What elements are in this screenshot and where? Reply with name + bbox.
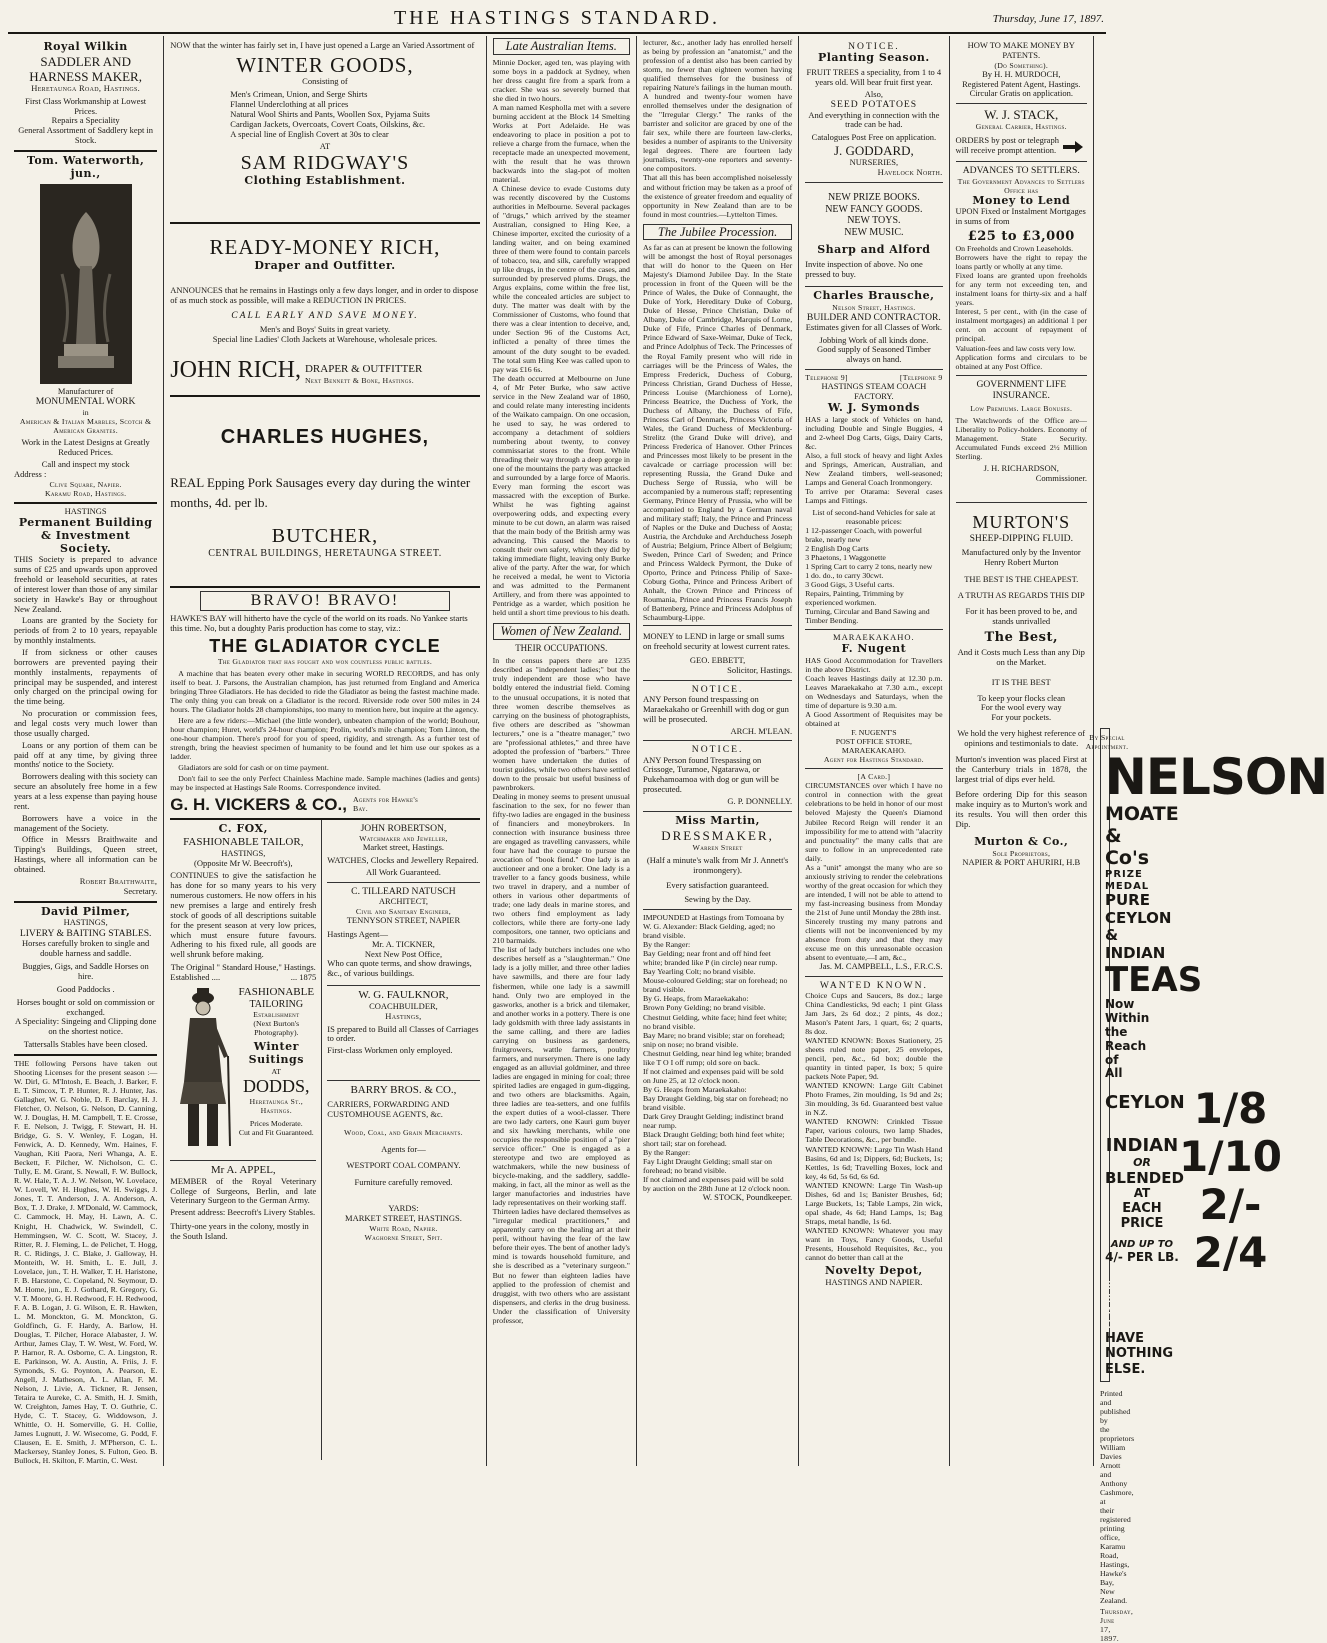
ad-bravo-cycle: THE GLADIATOR CYCLE xyxy=(209,636,441,657)
ad-brausche-name: Charles Brausche, xyxy=(813,288,935,302)
ad-wilkin-trade: SADDLER AND HARNESS MAKER, xyxy=(29,53,142,84)
ad-ebbett-p: MONEY to LEND in large or small sums on freehold security at lowest current rates. xyxy=(642,631,791,652)
ad-wilkin xyxy=(14,38,157,152)
ad-society-p2: Loans are granted by the Society for periods of from 2 to 10 years, repayable by monthly instalments. xyxy=(14,615,158,646)
notice-donnelly-p: ANY Person found Trespassing on Crissoge, Turamoe, Ngatarawa, or Pukehamoamoa with dog or gun will be prosecuted. xyxy=(642,754,779,795)
ad-advances-sum: £25 to £3,000 xyxy=(967,229,1075,245)
ad-life-insurance xyxy=(956,376,1087,503)
ad-patent-circ: Circular Gratis on application. xyxy=(969,88,1073,99)
ad-appel-years: Thirty-one years in the colony, mostly in the South Island. xyxy=(170,1221,309,1241)
ad-barry-name: BARRY BROS. & CO., xyxy=(350,1084,457,1097)
ad-sharp-p: Invite inspection of above. No one pressed to buy. xyxy=(805,259,923,279)
ad-appel-p: MEMBER of the Royal Veterinary College of Surgeons, Berlin, and late Veterinary Surgeon to the German Army. xyxy=(170,1175,317,1206)
notice-campbell-card-sig: Jas. M. CAMPBELL, L.S., F.R.C.S. xyxy=(819,961,943,971)
ad-barry-p: CARRIERS, FORWARDING AND CUSTOMHOUSE AGENTS, &c. xyxy=(327,1098,450,1119)
ad-waterworth-caption1: Manufacturer of xyxy=(57,385,114,396)
ad-barry-yards: YARDS: xyxy=(388,1203,419,1214)
ad-murton-hold: We hold the very highest reference of opinions and testimonials to date. xyxy=(957,728,1086,749)
ad-advances-p1: UPON Fixed or Instalment Mortgages in sums of from xyxy=(955,206,1086,227)
ad-waterworth-caption4: American & Italian Marbles, Scotch & American Granites. xyxy=(19,416,152,435)
ad-natusch-t1: ARCHITECT, xyxy=(378,896,429,907)
ad-society-p5: Loans or any portion of them can be paid off at any time, by giving three months' notice to the Society. xyxy=(14,739,158,770)
ad-hughes-trade: BUTCHER, xyxy=(271,525,379,548)
ad-society-pre: HASTINGS xyxy=(64,506,107,517)
ad-rich-l1: Men's and Boys' Suits in great variety. xyxy=(259,324,391,335)
ad-barry-l1: Wood, Coal, and Grain Merchants. xyxy=(343,1127,463,1137)
ad-martin-p: (Half a minute's walk from Mr J. Annett's ironmongery). xyxy=(646,854,789,875)
ad-winter-sub: Consisting of xyxy=(302,76,348,87)
ad-dodds-f9: Heretaunga St., Hastings. xyxy=(249,1096,304,1115)
ad-brausche-trade: BUILDER AND CONTRACTOR. xyxy=(806,311,941,323)
ad-dodds-f6: Suitings xyxy=(248,1053,304,1067)
notice-donnelly-head: NOTICE. xyxy=(691,744,744,756)
ad-faulknor-trade: COACHBUILDER, xyxy=(369,1000,438,1011)
ad-nelson-perlb: 4/- PER LB. xyxy=(1105,1249,1179,1264)
ad-pilmer-l2: Buggies, Gigs, and Saddle Horses on hire. xyxy=(22,961,149,981)
article-women-subheading: THEIR OCCUPATIONS. xyxy=(515,642,608,653)
ad-nelson-appoint-text: By Special Appointment. xyxy=(1085,733,1129,752)
ad-waterworth-caption2: MONUMENTAL WORK xyxy=(35,396,136,408)
ad-dodds-f2: TAILORING xyxy=(249,998,304,1010)
ad-goddard-nurs: NURSERIES, xyxy=(849,157,899,168)
ad-goddard xyxy=(805,38,942,183)
ad-murdoch-patents xyxy=(956,38,1087,104)
ad-murton-cost: And it Costs much Less than any Dip on the Market. xyxy=(957,647,1085,667)
shooting-licenses-text: THE following Persons have taken out Shooting Licenses for the present season :—W. Dirl, G. M'Intosh, E. Beach, J. Barker, F. E. T. Simcox, T. P. Hunter, R. J. Hunter, Jas. Gallagher, W. G. Noble, D. F. Barclay, H. J. Fletcher, O. Nelson, G. Nelson, D. Canning, W. J. Douglas, H. M. Campbell, T. E. Crosse, F. E. Nelson, J. Twigg, F. Stewart, H. H. Bridge, G. S. V. Wenley, F. Logan, H. Fenwick, A. D. Kennedy, Wm. Haines, F. Vaughan, Kiti Paora, Neri Whanga, A. E. Beckett, F. Pilcher, W. Nicholson, C. C. Tully, E. M. Grant, S. Newall, F. W. Bullock, R. W. Hale, T. A. J. W. Nelson, W. Lovelace, W. Lovell, W. H. Hughes, W. H. Swiggs, J. Jones, T. T. Anderson, J. A. Anderson, A. Box, T. J. Drake, J. M'Donald, W. Cammock, C. Cammock, H. May, H. Lawn, A. C. Knight, H. Chadwick, W. Swindell, C. Hemmingsen, W. C. Scott, W. Stacey, J. Ritter, R. J. Fleming, L. de Pelichet, T. Hogg, R. C. Ridings, J. C. Blake, J. Galloway, H. Monteith, W. H. Smith, L. E. Jull, J. Lovelace, jun., T. H. Walker, T. H. Haristone, F. B. Harstone, C. Copeland, N. Seymour, D. M. Home, jun., E. J. Gothard, R. Gregory, G. V. T. Moore, G. H. Redwood, F. H. Redwood, F. A. B. Logan, J. G. Wilson, E. R. Hawken, L. M. Monckton, G. M. Monckton, G. Goldfinch, G. F. Hardy, A. Barlow, H. Douglas, T. Pilcher, Horace Alabaster, J. W. Arthur, James Clay, T. W. West, W. Ford, W. P. Harnor, R. A. Osborne, C. A. Lingston, R. E. Parkinson, W. A. Austin, A. Friis, J. F. Symonds, S. G. Poynton, A. Pearson, E. Angell, J. Matheson, A. L. Allan, F. M. Nelson, J. Livie, A. Tickner, R. Jensen, Tetaira te Aureke, C. A. Smith, H. J. Smith, W. Creighton, James Hay, T. O. Guthrie, C. Hyde, C. T. Stacey, G. Widdowson, J. Whittle, O. H. Somerville, G. H. Collie, James Lugnutt, J. W. Wisecome, G. Podd, F. Clausen, E. E. Smith, J. M'Pherson, C. L. Mackersey, Stanley Jones, S. Fulton, Geo. B. Bullock, H. Skilton, F. Martin, C. West. xyxy=(14,1058,158,1466)
masthead xyxy=(8,4,1106,34)
ad-pilmer-town: HASTINGS, xyxy=(63,917,108,928)
ad-murton-p: SHEEP-DIPPING FLUID. xyxy=(969,532,1073,544)
ad-appel-name: Mr A. APPEL, xyxy=(210,1163,276,1176)
ad-fox-trade: FASHIONABLE TAILOR, xyxy=(183,835,304,848)
ad-brausche-p3: Good supply of Seasoned Timber always on hand. xyxy=(816,344,931,365)
ad-ebbett xyxy=(643,629,792,680)
issue-date: Thursday, June 17, 1897. xyxy=(992,13,1104,25)
ad-natusch-quote: Who can quote terms, and show drawings, &c., of various buildings. xyxy=(327,958,472,979)
ad-barry-l4: Furniture carefully removed. xyxy=(354,1177,453,1188)
ad-natusch-agent: Hastings Agent— xyxy=(327,928,388,939)
ad-bravo-footer xyxy=(170,795,479,815)
notice-mclean-sig: ARCH. M'LEAN. xyxy=(730,725,793,736)
ad-wilkin-line3: General Assortment of Saddlery kept in Stock. xyxy=(18,125,154,146)
ad-waterworth-caption5: Work in the Latest Designs at Greatly Reduced Prices. xyxy=(21,436,150,457)
ad-waterworth xyxy=(14,152,157,504)
ad-advances-to-settlers xyxy=(956,162,1087,375)
ad-winter-goods xyxy=(170,38,479,224)
ad-fox-tailor xyxy=(170,820,316,1161)
ad-nelson-indian: INDIAN xyxy=(1105,1135,1179,1157)
ad-pilmer-l4: Horses bought or sold on commission or exchanged. xyxy=(16,996,155,1017)
hand-pointer-icon xyxy=(1061,131,1087,157)
ad-life-p: The Watchwords of the Office are—Liberality to Policy-holders. Economy of Management. State Security. Accumulated Funds exceed 2½ Million Sterling. xyxy=(955,415,1087,462)
newspaper-title: THE HASTINGS STANDARD. xyxy=(393,7,721,29)
ad-wilkin-name: Royal Wilkin xyxy=(43,40,128,53)
ad-martin-trade: DRESSMAKER, xyxy=(661,827,774,843)
ad-natusch-t2: Civil and Sanitary Engineer, xyxy=(355,906,451,916)
ad-martin-name: Miss Martin, xyxy=(675,813,760,827)
ad-rich-p: ANNOUNCES that he remains in Hastings only a few days longer, and in order to dispose of as much stock as possible, will make a REDUCTION IN PRICES. xyxy=(170,285,479,306)
article-jubilee-body: As far as can at present be known the following will be amongst the host of Royal personages that will do honor to the Queen on Her Majesty's Diamond Jubilee Day. In the State procession in front of the Queen will be the Prince of Wales, the Duke of Connaught, the Duke of York, Hereditary Duke of Coburg, Duke of Hesse, Prince Christian, Duke of Albany, Duke of Cambridge, Marquis of Lorne, Duke of Fife, Prince Charles of Denmark, Prince Edward of Saxe-Weimar, Duke of Teck, and Prince Adolphus of Teck. The Princesses of the Royal Family present who will ride in carriages will be the Princess of Wales, the Empress Frederick, Duchess of Coburg, Princess Christian, Grand Duchess of Hesse, Princess Louise (Marchioness of Lorne), Princess Beatrice, the Duchess of York, the Duchess of Albany, the Duchess of Fife, Princess Carl of Denmark, Princess Victoria of Wales, the Grand Duchess of Mecklenburg-Strelitz (the Grand Duke will drive), and Princess Frederica of Hanover. Other Princes and Princesses most likely to be present in the cavalcade or carriage procession will be: representing Russia, the Grand Duke and Duchess Serge of Russia, who will be accompanied by a numerous staff; representing Germany, Prince Henry of Prussia, who will be accompanied to England by a German naval and military staff; Italy, the Prince and Princess of Naples or the Duke and Duchess of Aosta; Austria, the Archduke and Archduchess Joseph of Austria; Belgium, Prince Albert of Belgium; Sweden, Prince Carl of Sweden; and Prince and Princess Waldeck Pyrmont, the Duke of Oporto, Prince and Princess Philip of Saxe-Coburg Gotha, Prince and Princess Aribert of Anhalt, the Crown Prince and Princess of Roumania, Prince and Princess Francis Joseph of Battenberg, Prince and Princess Adolphus of Schaumburg-Lippe. xyxy=(642,243,793,623)
ad-building-society xyxy=(14,504,157,902)
ad-life-sub: Low Premiums. Large Bonuses. xyxy=(970,403,1073,413)
ad-robertson-all: All Work Guaranteed. xyxy=(365,867,441,878)
ad-dodds-text xyxy=(236,986,316,1156)
ad-hughes-addr: CENTRAL BUILDINGS, HERETAUNGA STREET. xyxy=(208,548,442,560)
ad-stack-name: W. J. STACK, xyxy=(984,107,1059,123)
ad-pilmer-trade: LIVERY & BAITING STABLES. xyxy=(19,928,152,940)
ad-stack-body xyxy=(956,131,1087,157)
ad-symonds-list-head: List of second-hand Vehicles for sale at reasonable prices: xyxy=(812,507,936,526)
column-3 xyxy=(487,36,637,1466)
notice-impounded xyxy=(643,910,792,1207)
ad-nelson-each: EACH PRICE xyxy=(1120,1201,1164,1232)
ad-fox-p: CONTINUES to give the satisfaction he has done for so many years to his very numerous customers. He now offers in his new premises a large and entirely fresh stock of goods of all descriptions suitable for the present season at very low prices, which must ensure future favours. Adhering to his fixed rule, all goods are well shrunk before making. xyxy=(170,870,317,960)
notice-donnelly xyxy=(643,741,792,811)
ad-symonds xyxy=(805,370,942,630)
ad-nelson-blended: BLENDED xyxy=(1104,1168,1184,1187)
notice-mclean xyxy=(643,681,792,742)
ad-symonds-tel-right: [Telephone 9 xyxy=(899,373,943,383)
ad-fox-est xyxy=(170,973,316,983)
ad-novelty-wanted: Choice Cups and Saucers, 8s doz.; large China Candlesticks, 9d each; 1 pint Glass Jam Jars, 2s 6d doz.; 2 pints, 4s doz.; Mason's Patent Jars, 1 quart, 6s; 2 quarts, 8s doz. WANTED KNOWN: Boxes Stationery, 25 sheets ruled note paper, 25 envelopes, pencil, pen, &c., 6d box; double the quantity in tinted paper, 1s box; 5 quire packets Note Paper, 9d. WANTED KNOWN: Large Gilt Cabinet Photo Frames, 2in moulding, 1s 9d and 2s; 3in moulding, 3s 6d. Guaranteed best value in N.Z. WANTED KNOWN: Crinkled Tissue Paper, various colours, two lamp Shades, Table Decorations, &c., per bundle. WANTED KNOWN: Large Tin Wash Hand Basins, 6d and 1s; Dippers, 6d; Buckets, 1s; Kettles, 1s 6d; Travelling Boxes, lock and key, 4s 6d, 5s 6d, 6s 6d. WANTED KNOWN: Large Tin Wash-up Dishes, 6d and 1s; Banister Brushes, 6d; Large Buckets, 1s; Table Lamps, 2in wick, opal shade, 4s 6d; Hand Lamps, 1s; Bag Straps, metal handle, 1s 6d. WANTED KNOWN: Whatever you may want in Toys, Fancy Goods, Useful Presents, Household Requisites, &c., you cannot do better than call at the xyxy=(805,990,943,1262)
ad-natusch xyxy=(327,883,479,986)
ad-waterworth-caption9: Karamu Road, Hastings. xyxy=(44,489,127,499)
ad-pilmer-l6: Tattersalls Stables have been closed. xyxy=(23,1039,148,1050)
col2-lower-left xyxy=(170,820,322,1460)
ad-nelson-price4: 2/4 xyxy=(1193,1228,1268,1278)
notice-donnelly-sig: G. P. DONNELLY. xyxy=(727,796,793,806)
ad-nelson-price1: 1/8 xyxy=(1193,1084,1268,1134)
ad-rich-name-sub: DRAPER & OUTFITTER xyxy=(304,362,423,375)
ad-society-p6: Borrowers dealing with this society can secure an absolutely free home in a few years at a less expense than paying house rent. xyxy=(14,771,158,811)
ad-natusch-t3: TENNYSON STREET, NAPIER xyxy=(346,914,461,925)
ad-stack-sub: General Carrier, Hastings. xyxy=(975,122,1067,132)
ad-murton-order: Before ordering Dip for this season make inquiry as to Murton's work and its results. You will then order this Dip. xyxy=(955,789,1087,830)
notice-campbell-card-label: [A Card.] xyxy=(857,772,891,782)
ad-goddard-seed: SEED POTATOES xyxy=(830,99,918,111)
ad-murton-best: THE BEST IS THE CHEAPEST. xyxy=(964,574,1079,585)
ad-waterworth-name: Tom. Waterworth, jun., xyxy=(26,154,145,180)
ad-advances-p2: On Freeholds and Crown Leaseholds. Borrowers have the right to repay the loans partly or wholly at any time. Fixed loans are granted upon freeholds for any term not exceeding ten, and instalment loans for thirty-six and a half years. Interest, 5 per cent., with (in the case of instalment mortgages) an additional 1 per cent. on account of repayment of principal. Valuation-fees and law costs very low. Application forms and circulars to be obtained at any Post Office. xyxy=(955,244,1087,371)
column-5 xyxy=(799,36,949,1466)
article-women-body: In the census papers there are 1235 described as "independent ladies;" but the truly independent are those who have boldly entered the industrial field. Coming to the unusual occupations, it is noted that three women describe themselves as carrying on the business of photographists, five others are described as "showman lecturers," one is a "theatre manager," two are "professional athletes," and three have adopted the profession of "barbers." Three women have undertaken the duties of tourist guides, while two others have settled down to the prosaic but useful business of pawnbrokers. Dealing in money seems to present unusual fascination to the sex, for no fewer than fifty-two ladies are engaged in the business of financiers and moneybrokers. In connection with insurance business three are engaged as travelling canvassers, while four have had the courage to pursue the avocation of "book fiend." One lady is an auctioneer and one a broker. One lady is a traveller to a fancy goods business, while two travel in drapery, and a number of others in various other departments of trade; one lady deals in marine stores, and two others find employment as lady collectors, while there are forty-one lady compositors, one tanner, two opticians and 210 barmaids. The list of lady butchers includes one who describes herself as a "slaughterman." One lady is a jolly miller, and three other ladies have sawmills, and there are four lady fishermen, while one lady is a sawmill hand. Only two are employed in the gasworks, another is a brick and tilemaker, and another works in a pottery. There is one lady goldsmith with three lady assistants in the same calling, and there are ladies carrying on business as gardeners, fruitgrowers, wattle farmers, poultry farmers, and nurserymen. There is one lady engaged as an alluvial goldminer, and three ladies are engaged in mining for coal; three spirited ladies are engaged in gum-digging, and two others are blacksmiths. Again, three ladies are tea-setters, and one fulfils the expert duties of a wool-classer. There are two lady carters, one Kauri gum buyer and six hawking merchants, while one occupies the responsible position of a "pier service officer." One is engaged as a stereotype and two are employed as watchmakers, while the new business of bicycle-making, and the saddlery, saddle-making, in fact, all the minor as well as the larger manufactories and industries have lady representatives on their working staff. Thirteen ladies have declared themselves as "irregular medical practitioners," and apparently carry on the healing art at their peril, without having the fear of the law before their eyes. The bent of another lady's mind is towards household furniture, and she is described as a "veterinary surgeon." But no fewer than eighteen ladies have applied to the profession of chemist and druggist, with two others who are assistant dispensers, and clerks in the drug business. Under the classification of University professor, xyxy=(492,656,630,1325)
ad-goddard-also: Also, xyxy=(864,88,883,99)
ad-goddard-seed-p: And everything in connection with the trade can be had. xyxy=(808,109,940,130)
ad-goddard-hav: Havelock North. xyxy=(877,167,943,178)
ad-gladiator-cycle xyxy=(170,588,479,820)
ad-dodds xyxy=(170,986,316,1156)
ad-rich-name: JOHN RICH, xyxy=(170,356,301,383)
ad-barry-y3: Waghorne Street, Spit. xyxy=(364,1233,443,1242)
ad-goddard-planting: Planting Season. xyxy=(817,51,930,65)
notice-mclean-p: ANY Person found trespassing on Maraekakaho or Greenhill with dog or gun will be prosecuted. xyxy=(642,694,789,724)
ad-murton-truth: A TRUTH AS REGARDS THIS DIP xyxy=(957,590,1085,601)
ad-natusch-agent-loc: Next New Post Office, xyxy=(364,948,443,959)
ad-stack-p: ORDERS by post or telegraph will receive prompt attention. xyxy=(955,134,1059,155)
ad-murton-m: Manufactured only by the Inventor Henry Robert Murton xyxy=(961,546,1081,567)
ad-society-name: Permanent Building & Investment Society. xyxy=(18,516,153,555)
ad-dodds-f1: FASHIONABLE xyxy=(238,985,315,998)
ad-symonds-list: 1 12-passenger Coach, with powerful brake, nearly new 2 English Dog Carts 3 Phaetons, 1 Waggonette 1 Spring Cart to carry 2 tons, nearly new 1 do. do., to carry 30cwt. 3 Good Gigs, 3 Useful carts. Repairs, Painting, Trimming by experienced workmen. Turning, Circular and Band Sawing and Timber Bending. xyxy=(805,526,933,626)
ad-barry-bros xyxy=(327,1081,479,1246)
ad-patent-head: HOW TO MAKE MONEY BY PATENTS. xyxy=(967,40,1075,60)
ad-brausche-addr: Nelson Street, Hastings. xyxy=(832,302,916,312)
ad-society-p1: THIS Society is prepared to advance sums of £25 and upwards upon approved freehold or leasehold securities, at rates of interest lower than those of any similar society in Hawke's Bay or throughout New Zealand. xyxy=(14,554,158,614)
ad-ebbett-sig2: Solicitor, Hastings. xyxy=(727,665,793,676)
ad-bravo-p4: Don't fail to see the only Perfect Chainless Machine made. Sample machines (ladies and gents) may be inspected at Hastings Sale Rooms. Correspondence invited. xyxy=(170,774,480,793)
ad-life-sig2: Commissioner. xyxy=(1035,472,1087,483)
ad-novelty-depot xyxy=(805,977,942,1292)
ad-martin-sat: Every satisfaction guaranteed. xyxy=(666,880,769,891)
ad-murton-proved: For it has been proved to be, and stands unrivalled xyxy=(965,606,1077,627)
ad-ebbett-sig1: GEO. EBBETT, xyxy=(689,655,746,666)
ad-natusch-name: C. TILLEARD NATUSCH xyxy=(351,885,456,897)
ad-bravo-p1: A machine that has beaten every other make in securing WORLD RECORDS, and has only itself to beat. J. Parsons, the Australian champion, has just returned from England and America bringing Three Gladiators. He has decided to ride the Gladiator as being the fastest machine made. The only thing you can break on a Gladiator is the record. Riverside rode over 500 miles in 24 hours. The Gladiator holds 28 championships, too many to mention here, but inquire at the agency. xyxy=(170,669,480,715)
ad-fox-town: HASTINGS, xyxy=(221,847,266,858)
ad-murton-keep: To keep your flocks clean For the wool every way For your pockets. xyxy=(977,692,1066,723)
ad-nelson-right xyxy=(1179,1085,1282,1277)
column-7: By Special Appointment. NELSON MOATE & Co's PRIZE MEDAL PURE CEYLON & INDIAN TEAS Now Within the Reach of All CEYLON INDIAN OR BLENDED AT EACH PRICE AND UP TO 4/- PER LB. 1/8 1/10 2/- 2/4 SOLD BY ALL GROCERS. HAVE NOTHING ELSE. Printed and published by the proprietors William Davies Arnott and Anthony Cashmore, at their registered printing office, Karamu Road, Hastings, Hawke's Bay, New Zealand. Thursday, June 17, 1897. xyxy=(1094,36,1106,1466)
ad-brausche-p2: Jobbing Work of all kinds done. xyxy=(819,334,929,345)
ad-goddard-notice: NOTICE. xyxy=(848,41,900,52)
ad-nugent-place: MARAEKAKAHO. xyxy=(833,632,915,643)
column-4 xyxy=(637,36,799,1466)
ad-waterworth-caption3: in xyxy=(82,407,89,417)
ad-pilmer-l1: Horses carefully broken to single and double harness and saddle. xyxy=(22,938,150,959)
ad-winter-items: Men's Crimean, Union, and Serge Shirts Flannel Underclothing at all prices Natural Wool Shirts and Pants, Woollen Sox, Pyjama Suits Cardigan Jackets, Overcoats, Covert Coats, Oilskins, &c. A special line of English Covert at 30s to clear xyxy=(230,89,430,139)
ad-advances-head: ADVANCES TO SETTLERS. xyxy=(962,165,1080,177)
ad-dodds-f4: (Next Burton's Photography). xyxy=(253,1019,300,1038)
ad-waterworth-caption6: Call and inspect my stock xyxy=(41,459,130,470)
ad-rich-l2: Special line Ladies' Cloth Jackets at Warehouse, wholesale prices. xyxy=(212,333,438,344)
ad-murton xyxy=(956,503,1087,872)
ad-society-sig2: Secretary. xyxy=(123,885,158,896)
ad-pilmer-l3: Good Paddocks . xyxy=(56,983,115,994)
ad-fox-orig: The Original " Standard House," Hastings. xyxy=(170,962,316,973)
ad-life-sig1: J. H. RICHARDSON, xyxy=(983,463,1059,474)
ad-dodds-f7: AT xyxy=(271,1066,282,1076)
ad-society-p7: Borrowers have a voice in the management of the Society. xyxy=(14,812,158,833)
ad-barry-l3: WESTPORT COAL COMPANY. xyxy=(346,1159,461,1170)
notice-mclean-head: NOTICE. xyxy=(691,683,744,695)
ad-appel-addr: Present address: Beecroft's Livery Stables. xyxy=(170,1207,316,1218)
article-women-heading: Women of New Zealand. xyxy=(493,623,630,640)
ad-winter-intro: NOW that the winter has fairly set in, I have just opened a Large an Varied Assortment of xyxy=(170,40,475,50)
article-australian-items-heading: Late Australian Items. xyxy=(493,38,630,55)
ad-fox-est1: Established .... xyxy=(170,972,221,983)
ad-bravo-head: BRAVO! BRAVO! xyxy=(200,591,449,612)
column-2 xyxy=(164,36,486,1466)
ad-symonds-name: W. J. Symonds xyxy=(827,400,920,414)
ad-faulknor xyxy=(327,986,479,1081)
ad-martin-sew: Sewing by the Day. xyxy=(684,894,751,905)
monument-engraving xyxy=(40,184,132,384)
ad-murton-name: MURTON'S xyxy=(972,511,1071,532)
ad-patent-sub: (Do Something). xyxy=(994,60,1049,70)
ad-barry-y1: MARKET STREET, HASTINGS. xyxy=(345,1213,462,1224)
ad-murton-co: Murton & Co., xyxy=(974,834,1069,848)
ad-bravo-p3: Gladiators are sold for cash or on time payment. xyxy=(178,763,329,773)
ad-nelson-price2: 1/10 xyxy=(1178,1132,1282,1182)
ad-fox-name: C. FOX, xyxy=(218,822,268,836)
ad-nugent-agent: Agent for Hastings Standard. xyxy=(823,755,924,765)
ad-goddard-name: J. GODDARD, xyxy=(833,143,914,159)
ad-rich-sub: Draper and Outfitter. xyxy=(254,258,396,272)
notice-campbell-card xyxy=(805,769,942,977)
article-jubilee-heading: The Jubilee Procession. xyxy=(643,224,792,241)
ad-symonds-tel-left: Telephone 9] xyxy=(805,373,848,383)
ad-robertson-p: WATCHES, Clocks and Jewellery Repaired. xyxy=(327,855,479,866)
ad-stack-carrier xyxy=(956,104,1087,162)
ad-ready-money-rich xyxy=(170,224,479,397)
notice-impounded-sig: W. STOCK, Poundkeeper. xyxy=(702,1192,793,1203)
ad-bravo-intro: HAWKE'S BAY will hitherto have the cycle of the world on its roads. No Yankee starts this time. No, but a doughty Paris production has come to stay, viz.: xyxy=(170,613,468,634)
ad-goddard-fruit: FRUIT TREES a speciality, from 1 to 4 years old. Will bear fruit first year. xyxy=(806,66,942,87)
column-1 xyxy=(8,36,164,1466)
ad-bravo-p2: Here are a few riders:—Michael (the little wonder), unbeaten champion of the world; Bouhour, hour champion; Huret, world's 24-hour champion; Prolin, world's mile champion; Tom Linton, the one-hour champion. There's proof for you of speed, rigidity, and strength. As a further test of strength, bring the heaviest specimen of humanity to be found and let him use our spokes as a ladder. xyxy=(170,716,480,762)
notice-shooting-licenses xyxy=(14,1056,157,1471)
ad-murton-inv: Murton's invention was placed First at the Canterbury trials in 1878, the largest trial of dips ever held. xyxy=(955,753,1087,784)
ad-waterworth-caption8: Clive Square, Napier. xyxy=(49,480,122,490)
col2-lower xyxy=(170,820,479,1460)
ad-brausche xyxy=(805,287,942,370)
ad-murton-prop: Sole Proprietors, xyxy=(992,848,1051,858)
ad-novelty-name: Novelty Depot, xyxy=(824,1263,923,1277)
ad-winter-shop: SAM RIDGWAY'S xyxy=(240,152,410,175)
ad-dodds-f11: Cut and Fit Guaranteed. xyxy=(238,1127,314,1137)
ad-society-sig1: Robert Braithwaite, xyxy=(79,875,158,886)
ad-nelson-at: AT xyxy=(1133,1186,1151,1201)
columns xyxy=(8,36,1327,1643)
ad-dodds-f8: DODDS, xyxy=(243,1075,310,1096)
ad-faulknor-town: Hastings, xyxy=(385,1010,422,1021)
gentleman-illustration xyxy=(170,986,236,1156)
ad-goddard-cat: Catalogues Post Free on application. xyxy=(811,132,937,143)
ad-miss-martin xyxy=(643,812,792,910)
ad-rich-footer xyxy=(170,357,479,385)
ad-nelson-ceylon: CEYLON xyxy=(1104,1092,1185,1114)
ad-faulknor-p2: First-class Workmen only employed. xyxy=(327,1045,453,1056)
ad-faulknor-p: IS prepared to Build all Classes of Carriages to order. xyxy=(327,1023,479,1044)
notice-campbell-card-p: CIRCUMSTANCES over which I have no control in connection with the great celebrations to be held in honor of our most beloved Majesty the Queen's Diamond Jubilee Record Reign will render it an impossibility for me to attend with "alacrity and punctuality" the many calls that are sure to follow in an unprecedented rate daily. As a "unit" amongst the many who are so anxiously striving to render the celebrations worthy of the great occasion for which they are intended, I will not be able to attend to my fast-increasing business from Monday the 21st of June until Monday the 28th inst. Sincerely trusting my many patrons and clients will not be inconvenienced by my absence from duty and that they may excuse me on this unreasonable occasion absent to eventuate,—I am, &c., xyxy=(805,781,943,962)
ad-waterworth-caption7: Address : xyxy=(14,469,47,480)
ad-fox-opp: (Opposite Mr W. Beecroft's), xyxy=(194,857,293,868)
ad-robertson-trade: Watchmaker and Jeweller, xyxy=(359,834,448,844)
ad-patent-by: By H. H. MURDOCH, xyxy=(982,68,1061,79)
ad-winter-shop-sub: Clothing Establishment. xyxy=(244,174,406,188)
ad-barry-l2: Agents for— xyxy=(381,1143,426,1154)
ad-nugent-store: F. NUGENT'S POST OFFICE STORE, MARAEKAKAHO. xyxy=(835,728,912,756)
ad-charles-hughes xyxy=(170,397,479,588)
ad-nelson-price3: 2/- xyxy=(1199,1180,1262,1230)
ad-nugent-p: HAS Good Accommodation for Travellers in the above District. Coach leaves Hastings daily at 12.30 p.m. Leaves Maraekakaho at 7.30 a.m., except on Wednesdays and Saturdays, when the time of departure is 9.30 a.m. A Good Assortment of Requisites may be obtained at xyxy=(805,655,943,729)
ad-rich-title: READY-MONEY RICH, xyxy=(209,235,441,260)
ad-barry-y2: White Road, Napier. xyxy=(369,1223,438,1233)
ad-pilmer-name: David Pilmer, xyxy=(40,904,131,918)
ad-bravo-cycle-sub: The Gladiator that has fought and won countless public battles. xyxy=(217,657,433,667)
ad-novelty-sub: HASTINGS AND NAPIER. xyxy=(825,1276,923,1287)
ad-robertson-name: JOHN ROBERTSON, xyxy=(360,823,447,835)
ad-wilkin-line1: First Class Workmanship at Lowest Prices. xyxy=(25,95,147,116)
ad-hughes-p: REAL Epping Pork Sausages every day during the winter months, 4d. per lb. xyxy=(170,474,471,510)
ad-murton-is: IT IS THE BEST xyxy=(991,676,1051,687)
ad-fox-est2: ... 1875 xyxy=(290,972,317,983)
ad-sharp-name: Sharp and Alford xyxy=(817,243,931,257)
ad-dodds-f5: Winter xyxy=(253,1040,299,1054)
monument-illustration xyxy=(14,184,157,384)
ad-rich-footer-right xyxy=(305,363,422,385)
ad-murton-big: The Best, xyxy=(984,629,1059,645)
ad-novelty-wanted-head: WANTED KNOWN. xyxy=(819,979,928,991)
ad-faulknor-name: W. G. FAULKNOR, xyxy=(358,989,449,1002)
ad-dodds-f3: Establishment xyxy=(253,1010,300,1020)
ad-symonds-p: HAS a large stock of Vehicles on hand, including Double and Single Buggies, 4 and 2-wheel Dog Carts, Gigs, Dairy Carts, &c. Also, a full stock of heavy and light Axles and Springs, American, Australian, and New Zealand timbers, well-seasoned; Lamps and General Coach Ironmongery. To arrive per Otarama: Several cases Lamps and Fittings. xyxy=(805,414,943,505)
ad-winter-at: AT xyxy=(319,141,331,152)
ad-winter-title: WINTER GOODS, xyxy=(236,52,414,77)
ad-advances-lend: Money to Lend xyxy=(972,193,1071,207)
ad-wilkin-address: Heretaunga Road, Hastings. xyxy=(31,82,141,93)
ad-symonds-factory: HASTINGS STEAM COACH FACTORY. xyxy=(821,381,927,402)
ad-sharp-books: NEW PRIZE BOOKS. NEW FANCY GOODS. NEW TOYS. NEW MUSIC. xyxy=(825,191,923,238)
ad-hughes-name: CHARLES HUGHES, xyxy=(220,425,430,448)
ad-bravo-agent-sub: Agents for Hawke's Bay. xyxy=(352,795,419,814)
ad-nelson-andup: AND UP TO xyxy=(1110,1239,1174,1251)
ad-patent-p: Registered Patent Agent, Hastings. xyxy=(962,78,1081,89)
ad-rich-call: CALL EARLY AND SAVE MONEY. xyxy=(231,310,419,321)
ad-nugent xyxy=(805,630,942,769)
ad-society-p4: No procuration or commission fees, and legal costs very much lower than those usually charged. xyxy=(14,708,158,738)
ad-nelson-teas: By Special Appointment. NELSON MOATE & Co's PRIZE MEDAL PURE CEYLON & INDIAN TEAS Now Within the Reach of All CEYLON INDIAN OR BLENDED AT EACH PRICE AND UP TO 4/- PER LB. 1/8 1/10 2/- 2/4 SOLD BY ALL GROCERS. HAVE NOTHING ELSE. xyxy=(1100,728,1110,1382)
ad-advances-p0: The Government Advances to Settlers Office has xyxy=(957,176,1085,195)
notice-impounded-text: IMPOUNDED at Hastings from Tomoana by W. G. Alexander: Black Gelding, aged; no brand visible. By the Ranger: Bay Gelding; near front and off hind feet white; branded like P (in circle) near rump. Bay Yearling Colt; no brand visible. Mouse-coloured Gelding; star on forehead; no brand visible. By G. Heaps, from Maraekakaho: Brown Pony Gelding; no brand visible. Chestnut Gelding, white face; hind feet white; no brand visible. Bay Mare; no brand visible; star on forehead; snip on nose; no brand visible. Chestnut Gelding, near hind leg white; branded like T O I off rump; old sore on back. If not claimed and expenses paid will be sold on June 25, at 12 o'clock noon. By G. Heaps from Maraekakaho: Bay Draught Gelding, big star on forehead; no brand visible. Dark Grey Draught Gelding; indistinct brand near rump. Black Draught Gelding; both hind feet white; short tail; star on forehead. By the Ranger: Fay Light Draught Gelding; small star on forehead; no brand visible. If not claimed and expenses paid will be sold by auction on the 28th June at 12 o'clock noon. xyxy=(642,913,791,1194)
ad-life-head: GOVERNMENT LIFE INSURANCE. xyxy=(976,378,1067,401)
ad-natusch-agent-name: Mr. A. TICKNER, xyxy=(372,938,435,949)
ad-martin-addr: Warren Street xyxy=(692,842,743,852)
ad-nugent-name: F. Nugent xyxy=(841,642,907,656)
column-6 xyxy=(950,36,1094,1466)
article-australian-items-body: Minnie Docker, aged ten, was playing with some boys in a paddock at Sydney, when her dress caught fire from a spark from a cracker. She was so severely burned that she died in two hours. A man named Kespholla met with a severe burning accident at the Block 14 Smelting Works at Port Adelaide. He was endeavoring to place in position a pot to relieve a charge from the furnace, when the receptacle made an unexpected movement, with the result that he was thrown backwards into the slag-pot of molten material. A Chinese device to evade Customs duty was recently discovered by the Customs authorities in Melbourne. Several packages of "drugs," which arrived by the steamer Australian, consigned to Hing Kee, a Chinese importer, excited the curiosity of a landing waiter, and on being examined three of them were found to contain parcels of tobacco, tea, and silk, carefully wrapped up like drugs, in the centre of the cases, and surrounded by preserved plums. Drugs, the Argus explains, come within the free list, while the concealed articles are subject to duty. The matter was dealt with by the Commissioner of Customs, who found that there was a clear intention to deceive, and, under Section 96 of the Customs Act, inflicted a penalty of three times the amount of the duty sought to be evaded. The total sum Hing Kee was called upon to pay was £16 6s. The death occurred at Melbourne on June 4, of Mr Peter Burke, who saw active service in the New Zealand war of 1860, and could relate many interesting incidents of the Waikato campaign. On one occasion, he used to say, he was ordered to accompany a detachment of soldiers numbering about twenty, to convey commissariat stores to the front. While threading their way through a deep gorge in one of the mountains the party was attacked and surrounded by a large force of Maoris. Every man forming the escort was massacred with the exception of Burke. Whilst he was fighting against overpowering odds, and expecting every minute to be cut down, an alarm was raised that the main body of the British army was advancing. This caused the Maoris to consult their own safety, which they did by taking immediate flight, leaving only Burke alive of the party. After the war, for which he received a medal, he went to Victoria and was admitted to the Permanent Artillery, and from there was appointed to Pentridge as a warder, which position he held until a short time previous to his death. xyxy=(492,57,630,618)
ad-pilmer xyxy=(14,903,157,1056)
ad-rich-name-sub2: Next Bennett & Bone, Hastings. xyxy=(304,375,414,385)
col2-lower-right xyxy=(322,820,479,1460)
ad-robertson-addr: Market street, Hastings. xyxy=(362,842,445,853)
ad-nelson-or: OR xyxy=(1133,1156,1151,1170)
ad-appel xyxy=(170,1161,316,1248)
ad-dodds-f10: Prices Moderate. xyxy=(249,1118,303,1128)
ad-murton-addr: NAPIER & PORT AHURIRI, H.B xyxy=(962,856,1081,867)
ad-robertson xyxy=(327,820,479,883)
ad-society-p3: If from sickness or other causes borrowers are prevented paying their monthly instalments, repayments of principal may be suspended, and interest only charged on the principal owing for the time being. xyxy=(14,646,158,707)
ad-pilmer-l5: A Speciality: Singeing and Clipping done on the shortest notice. xyxy=(14,1016,157,1037)
ad-wilkin-line2: Repairs a Speciality xyxy=(51,115,120,126)
ad-brausche-p1: Estimates given for all Classes of Work. xyxy=(805,321,943,332)
ad-bravo-agent: G. H. VICKERS & CO., xyxy=(170,794,347,814)
article-women-continued: lecturer, &c., another lady has enrolled herself as being by profession an "anatomist," and the profession of a dentist also has been carried by storm, no fewer than eighteen women having qualified themselves for the business of repairing Nature's failings in the human mouth. A hundred and twenty-four women have enrolled themselves under the designation of the "Irregular Clergy." The ranks of the barrister and solicitor are graced by one of the fair sex, while there are fourteen law-clerks, besides a number of aspirants to the University legal degrees. There are fourteen lady journalists, twenty-one reporters and seventy-one compositors. That all this has been accomplished noiselessly and without friction may be taken as a proof of the existence of greater freedom and equality of opportunity in New Zealand than are to be found in most countries.—Lyttelton Times. xyxy=(642,38,793,219)
ad-nelson-left xyxy=(1104,1085,1185,1277)
ad-society-p8: Office in Messrs Braithwaite and Tipping's Buildings, Queen street, Hastings, where all information can be obtained. xyxy=(14,834,158,875)
ad-sharp-alford xyxy=(805,183,942,287)
